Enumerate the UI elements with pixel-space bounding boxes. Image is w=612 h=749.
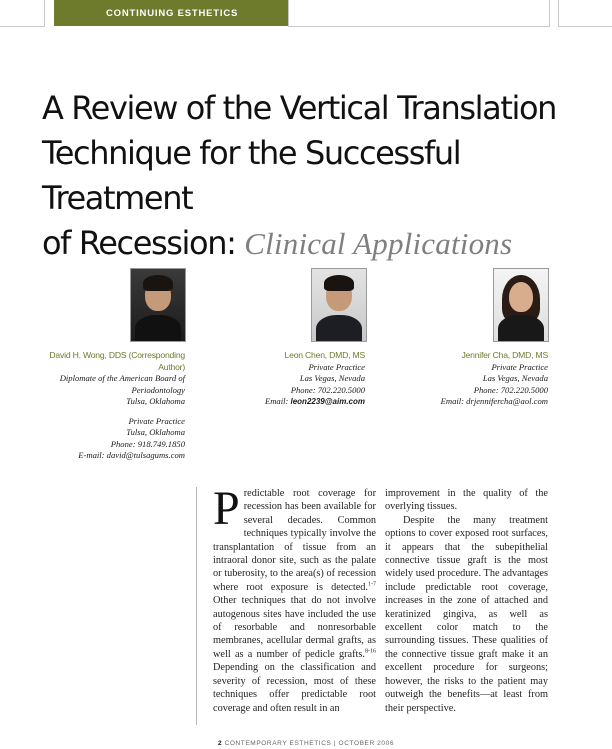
author-location: Las Vegas, Nevada xyxy=(299,373,365,383)
drop-cap: P xyxy=(213,482,240,535)
author-email: E-mail: david@tulsagums.com xyxy=(78,450,185,460)
reference-superscript: 1-7 xyxy=(368,581,376,588)
author-email-value: leon2239@aim.com xyxy=(290,397,365,406)
column-rule xyxy=(196,487,197,725)
author-name-line2: Author) xyxy=(158,361,185,372)
author-phone: Phone: 702.220.5000 xyxy=(473,384,548,395)
author-email: Email: drjennifercha@aol.com xyxy=(440,396,548,406)
body-text: redictable root coverage for recession has been available for several decades. Common techniques typically involve the transplantation of tissue from an intraoral donor site, such as the palate or tuberosity, to the area(s) of recession where root exposure is detected. xyxy=(213,488,376,593)
article-title xyxy=(42,86,602,266)
author-block-chen xyxy=(215,350,365,408)
author-location: Tulsa, Oklahoma xyxy=(126,427,185,437)
title-line-2: Technique for the Successful Treatment xyxy=(42,134,461,217)
section-label: CONTINUING ESTHETICS xyxy=(54,0,288,26)
page-number: 2 xyxy=(217,740,223,747)
author-affiliation-line: Periodontology xyxy=(131,384,185,395)
publication-name: CONTEMPORARY ESTHETICS xyxy=(224,740,332,747)
reference-superscript: 8-16 xyxy=(365,648,376,655)
article-subtitle: Clinical Applications xyxy=(244,226,513,261)
body-column-right xyxy=(385,487,548,715)
author-block-wong xyxy=(35,350,185,462)
author-photo-cha xyxy=(493,268,549,342)
body-paragraph-1 xyxy=(213,482,376,715)
page-footer xyxy=(0,740,612,747)
header-box-right xyxy=(558,0,612,27)
header-box-left xyxy=(0,0,45,27)
header-box-middle xyxy=(288,0,550,27)
author-phone: Phone: 918.749.1850 xyxy=(110,438,185,449)
author-phone: Phone: 702.220.5000 xyxy=(290,384,365,395)
author-name: Jennifer Cha, DMD, MS xyxy=(461,350,548,360)
issue-date: OCTOBER 2006 xyxy=(338,740,395,747)
author-email xyxy=(215,396,365,408)
author-email-label: Email: xyxy=(264,396,289,406)
body-column-left xyxy=(213,482,376,715)
body-text: Depending on the classification and severity of recession, most of these techniques offer predictable root coverage and often result in an xyxy=(213,662,376,714)
author-location: Las Vegas, Nevada xyxy=(482,373,548,383)
author-photo-chen xyxy=(311,268,367,342)
footer-separator: | xyxy=(333,740,337,747)
author-affiliation-line: Diplomate of the American Board of xyxy=(59,373,185,383)
author-name-line1: David H. Wong, DDS (Corresponding xyxy=(49,350,185,360)
author-photo-wong xyxy=(130,268,186,342)
author-practice: Private Practice xyxy=(308,361,365,372)
author-block-cha xyxy=(398,350,548,408)
author-location: Tulsa, Oklahoma xyxy=(126,396,185,406)
body-paragraph-2: Despite the many treatment options to cover exposed root surfaces, it appears that the subepithelial connective tissue graft is the most widely used procedure. The advantages include predictable root coverage, increases in the zone of attached and keratinized gingiva, as well as excellent color match to the surrounding tissues. These qualities of the connective tissue graft make it an excellent procedure for surgeons; however, the risks to the patient may outweigh the benefits—at least from their perspective. xyxy=(385,514,548,714)
author-practice: Private Practice xyxy=(128,415,185,426)
title-line-1: A Review of the Vertical Translation xyxy=(42,89,557,127)
body-paragraph-1-continued: improvement in the quality of the overlying tissues. xyxy=(385,488,548,513)
title-line-3: of Recession: xyxy=(42,224,236,262)
author-practice: Private Practice xyxy=(491,361,548,372)
author-name: Leon Chen, DMD, MS xyxy=(284,350,365,360)
body-text: Other techniques that do not involve autogenous sites have included the use of resorbable and nonresorbable membranes, acellular dermal grafts, as well as a number of pedicle grafts. xyxy=(213,595,376,660)
